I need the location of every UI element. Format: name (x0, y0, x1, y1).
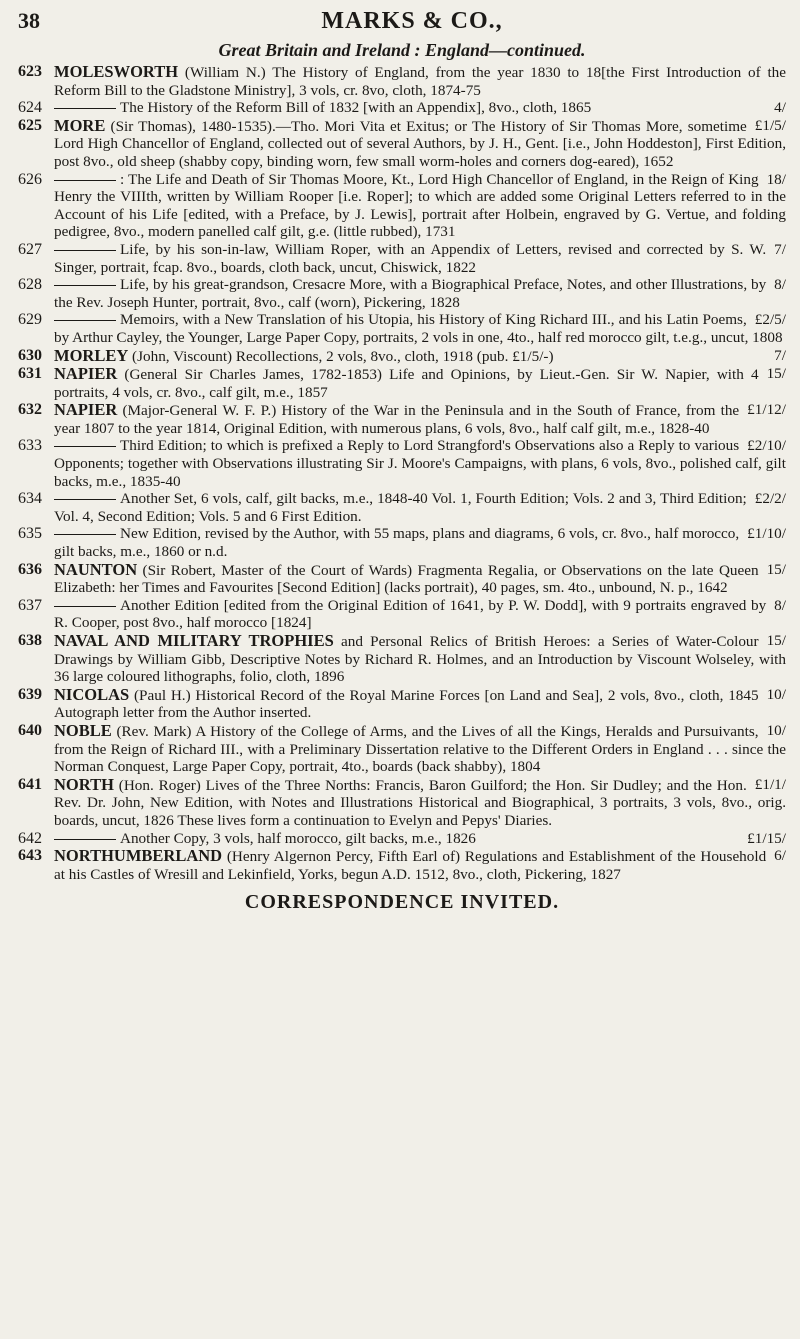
catalogue-entry (18, 632, 786, 686)
entry-price: 15/ (766, 560, 786, 578)
catalogue-entry (18, 276, 786, 311)
lot-number: 626 (18, 170, 42, 188)
footer-note: CORRESPONDENCE INVITED. (244, 891, 560, 914)
catalogue-entry (18, 401, 786, 437)
page-header (18, 8, 786, 38)
lot-number: 638 (18, 632, 42, 649)
ditto-rule (54, 320, 116, 321)
entry-description: Another Set, 6 vols, calf, gilt backs, m.e., 1848-40 Vol. 1, Fourth Edition; Vols. 2 and 3, Third Edition; Vol. 4, Second Edition; Vols. 5 and 6 First Edition. (54, 490, 747, 525)
catalogue-entry (18, 525, 786, 560)
lot-number: 624 (18, 99, 42, 117)
catalogue-entry (18, 63, 786, 99)
entry-author: NORTHUMBERLAND (54, 846, 223, 866)
catalogue-entry (18, 311, 786, 346)
entry-price: 8/ (774, 596, 786, 614)
entry-description: Another Edition [edited from the Original Edition of 1641, by P. W. Dodd], with 9 portraits engraved by R. Cooper, post 8vo., half morocco [1824] (54, 596, 767, 632)
entry-author: NAUNTON (54, 559, 138, 579)
entry-description: (Major-General W. F. P.) History of the War in the Peninsula and in the South of France, from the year 1807 to the year 1814, Original Edition, with numerous plans, 6 vols, 8vo., half calf gilt, m.e., 1828-40 (54, 402, 740, 437)
catalogue-entry (18, 830, 786, 848)
entry-price: 10/ (766, 685, 786, 703)
lot-number: 623 (18, 63, 42, 80)
entry-price: £1/10/ (747, 525, 786, 543)
ditto-rule (54, 839, 116, 840)
lot-number: 630 (18, 346, 42, 364)
lot-number: 633 (18, 437, 42, 455)
catalogue-entry (18, 347, 786, 366)
ditto-rule (54, 534, 116, 535)
lot-number: 642 (18, 829, 42, 847)
entry-description: Life, by his great-grandson, Cresacre More, with a Biographical Preface, Notes, and other Illustrations, by the Rev. Joseph Hunter, portrait, 8vo., calf (worn), Pickering, 1828 (54, 276, 767, 311)
entry-description: and Personal Relics of British Heroes: a Series of Water-Colour Drawings by William Gibb, Descriptive Notes by Richard R. Holmes, and an Introduction by Viscount Wolseley, with 36 large coloured lithographs, folio, cloth, 1896 (54, 633, 786, 686)
catalogue-entry (18, 365, 786, 401)
entry-author: NAVAL AND MILITARY TROPHIES (54, 631, 334, 650)
ditto-rule (54, 606, 116, 607)
entry-price: £1/1/ (754, 775, 786, 793)
ditto-rule (54, 446, 116, 447)
entry-description: (Rev. Mark) A History of the College of Arms, and the Lives of all the Kings, Heralds and Pursuivants, from the Reign of Richard III., with a Preliminary Dissertation relative to the Different Orders in England . . . since the Norman Conquest, Large Paper Copy, portrait, 4to., boards (back shabby), 1804 (54, 722, 786, 776)
entry-description: (John, Viscount) Recollections, 2 vols, 8vo., cloth, 1918 (pub. £1/5/-) (132, 347, 554, 365)
entry-price: 15/ (766, 632, 786, 649)
catalogue-entry (18, 847, 786, 883)
entry-price: £1/15/ (747, 829, 786, 847)
entry-description: (William N.) The History of England, from the year 1830 to 18[the First Introduction of the Reform Bill to the Gladstone Ministry], 3 vols, cr. 8vo, cloth, 1874-75 (54, 64, 787, 99)
entry-description: New Edition, revised by the Author, with 55 maps, plans and diagrams, 6 vols, cr. 8vo., half morocco, gilt backs, m.e., 1860 or n.d. (54, 525, 740, 561)
entry-price: 10/ (766, 721, 786, 739)
section-title: Great Britain and Ireland : England—continued. (218, 40, 586, 60)
entry-description: (Hon. Roger) Lives of the Three Norths: Francis, Baron Guilford; the Hon. Sir Dudley; and the Hon. Rev. Dr. John, New Edition, with Notes and Illustrations Historical and Biographical, 3 portraits, 3 vols, 8vo., orig. boards, uncut, 1826 These lives form a continuation to Evelyn and Pepys' Diaries. (54, 776, 786, 829)
catalogue-entry (18, 437, 786, 490)
catalogue-entry (18, 776, 786, 830)
page-number: 38 (18, 8, 40, 33)
entry-description: Life, by his son-in-law, William Roper, with an Appendix of Letters, revised and corrected by S. W. Singer, portrait, fcap. 8vo., boards, cloth back, uncut, Chiswick, 1822 (54, 240, 767, 276)
entry-description: Third Edition; to which is prefixed a Reply to Lord Strangford's Observations also a Reply to various Opponents; together with Observations illustrating Sir J. Moore's Campaigns, with plans, 6 vols, 8vo., polished calf, gilt backs, m.e., 1835-40 (54, 437, 786, 490)
entry-description: (General Sir Charles James, 1782-1853) Life and Opinions, by Lieut.-Gen. Sir W. Napier, with 4 portraits, 4 vols, cr. 8vo., calf gilt, m.e., 1857 (54, 366, 759, 401)
entry-author: NOBLE (54, 720, 112, 740)
entry-price: 7/ (774, 240, 786, 258)
catalogue-entry (18, 686, 786, 722)
lot-number: 640 (18, 721, 42, 739)
lot-number: 627 (18, 240, 42, 258)
lot-number: 631 (18, 365, 42, 383)
entry-description: (Sir Thomas), 1480-1535).—Tho. Mori Vita et Exitus; or The History of Sir Thomas More, sometime Lord High Chancellor of England, collected out of several Authors, by J. H., Gent. [i.e., John Hoddeston], First Edition, post 8vo., old sheep (shabby copy, binding worn, few small worm-holes and corners dog-eared), 1652 (54, 117, 786, 170)
entry-description: (Sir Robert, Master of the Court of Wards) Fragmenta Regalia, or Observations on the late Queen Elizabeth: her Times and Favourites [Second Edition] (lacks portrait), 40 pages, sm. 4to., unbound, N. p., 1642 (54, 561, 759, 597)
entry-price: £1/5/ (754, 116, 786, 134)
running-head: MARKS & CO., (321, 8, 503, 34)
entry-price: 6/ (774, 847, 786, 865)
lot-number: 639 (18, 685, 42, 703)
ditto-rule (54, 285, 116, 286)
lot-number: 643 (18, 847, 42, 865)
lot-number: 636 (18, 560, 42, 578)
lot-number: 625 (18, 116, 42, 134)
ditto-rule (54, 250, 116, 251)
catalogue-entry (18, 490, 786, 525)
lot-number: 641 (18, 775, 42, 793)
catalogue-entry (18, 171, 786, 241)
catalogue-entry (18, 561, 786, 597)
catalogue-entry (18, 117, 786, 171)
lot-number: 635 (18, 525, 42, 543)
entry-description: (Paul H.) Historical Record of the Royal Marine Forces [on Land and Sea], 2 vols, 8vo., cloth, 1845 Autograph letter from the Author inserted. (54, 686, 759, 722)
entry-price: £2/5/ (754, 311, 786, 329)
entry-price: 15/ (766, 365, 786, 383)
entry-author: MORE (54, 115, 106, 135)
ditto-rule (54, 108, 116, 109)
entry-description: Memoirs, with a New Translation of his Utopia, his History of King Richard III., and his Latin Poems, by Arthur Cayley, the Younger, Large Paper Copy, portraits, 2 vols in one, 4to., half red morocco gilt, t.e.g., uncut, 1808 (54, 311, 783, 346)
entry-price: 4/ (774, 99, 786, 117)
entry-description: The History of the Reform Bill of 1832 [with an Appendix], 8vo., cloth, 1865 (120, 99, 592, 117)
entry-price: £2/2/ (754, 490, 786, 508)
entry-description: : The Life and Death of Sir Thomas Moore, Kt., Lord High Chancellor of England, in the Reign of King Henry the VIIIth, written by William Rooper [i.e. Roper]; to which are added some Original Letters referred to in the Account of his Life [edited, with a Preface, by J. Lewis], portrait after Holbein, engraved by G. Vertue, and folding pedigree, 8vo., modern panelled calf gilt, g.e. (little rubbed), 1731 (54, 170, 786, 241)
entry-author: NAPIER (54, 364, 118, 384)
ditto-rule (54, 180, 116, 181)
catalogue-entry (18, 241, 786, 276)
entry-description: Another Copy, 3 vols, half morocco, gilt backs, m.e., 1826 (120, 829, 476, 847)
lot-number: 628 (18, 276, 42, 294)
entry-author: MOLESWORTH (54, 62, 179, 81)
lot-number: 629 (18, 311, 42, 329)
entry-price: 7/ (774, 346, 786, 364)
entry-price: 8/ (774, 276, 786, 294)
entry-list (18, 63, 786, 883)
catalogue-entry (18, 99, 786, 117)
entry-description: (Henry Algernon Percy, Fifth Earl of) Regulations and Establishment of the Household at his Castles of Wresill and Lekinfield, Yorks, begun A.D. 1512, 8vo., cloth, Pickering, 1827 (54, 848, 767, 883)
entry-price: £1/12/ (747, 401, 786, 419)
entry-price: 18/ (766, 170, 786, 188)
entry-author: NICOLAS (54, 684, 130, 704)
entry-author: NAPIER (54, 400, 118, 420)
entry-author: MORLEY (54, 345, 129, 365)
catalogue-entry (18, 722, 786, 776)
lot-number: 637 (18, 596, 42, 614)
lot-number: 632 (18, 401, 42, 419)
lot-number: 634 (18, 490, 42, 508)
catalogue-entry (18, 597, 786, 632)
entry-price: £2/10/ (747, 437, 786, 455)
ditto-rule (54, 499, 116, 500)
entry-author: NORTH (54, 774, 114, 794)
